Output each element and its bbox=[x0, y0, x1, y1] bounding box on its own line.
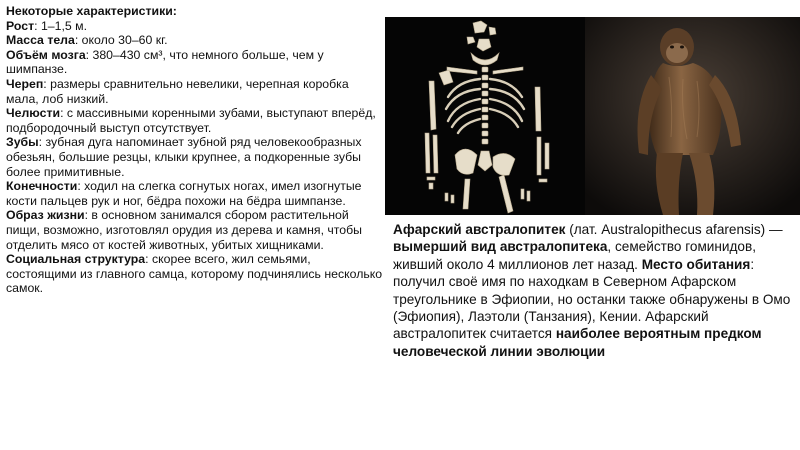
ancestor-conclusion: наиболее вероятным предком человеческой линии эволюции bbox=[393, 326, 762, 359]
species-description bbox=[393, 221, 793, 360]
trait-jaws bbox=[6, 106, 384, 135]
trait-text: : ходил на слегка согнутых ногах, имел изогнутые кости пальцев рук и ног, бёдра похожи на бёдра шимпанзе. bbox=[6, 179, 362, 208]
trait-term: Социальная структура bbox=[6, 252, 146, 267]
trait-text: : скорее всего, жил семьями, состоящими из главного самца, которому подчинялись несколько самок. bbox=[6, 252, 383, 296]
trait-text: : около 30–60 кг. bbox=[74, 33, 168, 48]
trait-term: Образ жизни bbox=[6, 208, 85, 223]
trait-term: Рост bbox=[6, 18, 35, 33]
extinct-species-label: вымерший вид австралопитека bbox=[393, 239, 608, 255]
habitat-label: Место обитания bbox=[641, 256, 751, 272]
trait-text: : с массивными коренными зубами, выступают вперёд, подбородочный выступ отсутствует. bbox=[6, 106, 376, 135]
trait-text: : 380–430 см³, что немного больше, чем у шимпанзе. bbox=[6, 47, 324, 77]
trait-term: Череп bbox=[6, 76, 44, 91]
trait-term: Зубы bbox=[6, 135, 39, 150]
description-text-1: , семейство гоминидов, живший около 4 миллионов лет назад. bbox=[393, 239, 756, 272]
trait-limbs bbox=[6, 179, 384, 208]
trait-text: : размеры сравнительно невелики, черепная коробка мала, лоб низкий. bbox=[6, 76, 349, 106]
trait-text: : зубная дуга напоминает зубной ряд человекообразных обезьян, большие резцы, клыки крупнее, а подкоренные зубы более примитивные. bbox=[6, 135, 362, 179]
description-paragraph bbox=[393, 221, 793, 360]
trait-skull bbox=[6, 77, 384, 106]
trait-term: Объём мозга bbox=[6, 47, 86, 62]
trait-brain-volume bbox=[6, 48, 384, 77]
afarensis-reconstruction-image bbox=[585, 17, 800, 215]
photo-row bbox=[385, 17, 800, 215]
latin-name: (лат. Australopithecus afarensis) — bbox=[565, 222, 783, 237]
species-name: Афарский австралопитек bbox=[393, 222, 566, 237]
trait-term: Конечности bbox=[6, 179, 78, 194]
lucy-skeleton-image bbox=[385, 17, 585, 215]
skeleton-photo bbox=[385, 17, 585, 215]
description-text-2: : получил своё имя по находкам в Северном Афарском треугольнике в Эфиопии, но останки также обнаружены в Омо (Эфиопия), Лаэтоли (Танзания), Кении. Афарский австралопитек считается bbox=[393, 256, 791, 342]
trait-body-mass bbox=[6, 33, 384, 48]
trait-text: : 1–1,5 м. bbox=[34, 18, 88, 33]
trait-height bbox=[6, 19, 384, 34]
trait-teeth bbox=[6, 135, 384, 179]
characteristics-panel bbox=[6, 4, 384, 296]
characteristics-heading: Некоторые характеристики: bbox=[6, 4, 177, 18]
trait-term: Масса тела bbox=[6, 33, 75, 48]
trait-term: Челюсти bbox=[6, 106, 61, 121]
trait-lifestyle bbox=[6, 208, 384, 252]
trait-text: : в основном занимался сбором растительной пищи, возможно, изготовлял орудия из дерева и камня, чтобы отделить мясо от костей животных, убитых хищниками. bbox=[6, 208, 363, 252]
reconstruction-photo bbox=[585, 17, 800, 215]
trait-social-structure bbox=[6, 252, 384, 296]
